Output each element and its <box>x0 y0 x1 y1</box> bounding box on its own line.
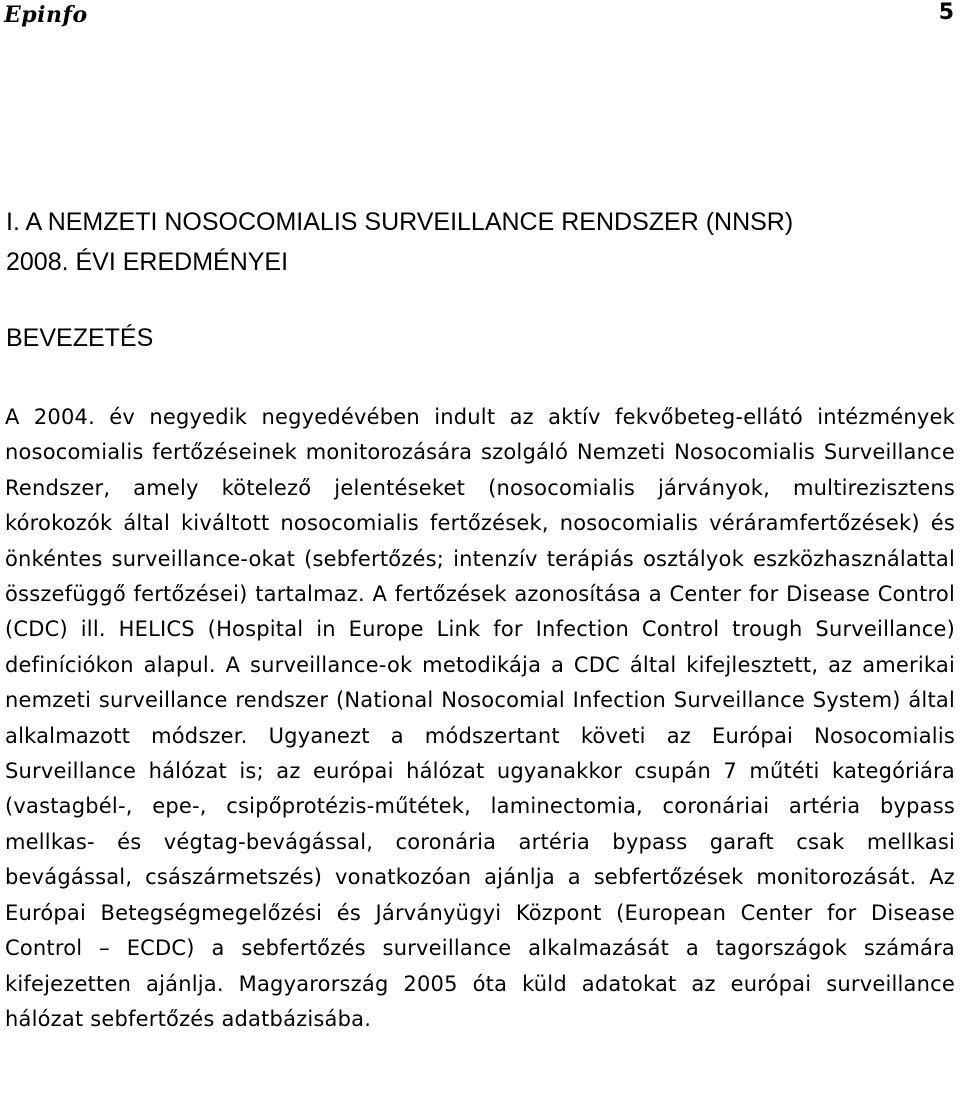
epinfo-logo: Epinfo <box>4 2 88 28</box>
section-title-line1: I. A NEMZETI NOSOCOMIALIS SURVEILLANCE RENDSZER (NNSR) <box>6 208 794 236</box>
section-title <box>6 202 946 282</box>
subsection-title: BEVEZETÉS <box>6 324 154 352</box>
section-title-line2: 2008. ÉVI EREDMÉNYEI <box>6 248 289 276</box>
page-number: 5 <box>938 0 954 25</box>
body-paragraph: A 2004. év negyedik negyedévében indult az aktív fekvőbeteg-ellátó intézmények nosocomialis fertőzéseinek monitorozására szolgáló Nemzeti Nosocomialis Surveillance Rendszer, amely kötelező jelentéseket (nosocomialis járványok, multirezisztens kórokozók által kiváltott nosocomialis fertőzések, nosocomialis véráramfertőzések) és önkéntes surveillance-okat (sebfertőzés; intenzív terápiás osztályok eszközhasználattal összefüggő fertőzései) tartalmaz. A fertőzések azonosítása a Center for Disease Control (CDC) ill. HELICS (Hospital in Europe Link for Infection Control trough Surveillance) definíciókon alapul. A surveillance-ok metodikája a CDC által kifejlesztett, az amerikai nemzeti surveillance rendszer (National Nosocomial Infection Surveillance System) által alkalmazott módszer. Ugyanezt a módszertant követi az Európai Nosocomialis Surveillance hálózat is; az európai hálózat ugyanakkor csupán 7 műtéti kategóriára (vastagbél-, epe-, csipőprotézis-műtétek, laminectomia, coronáriai artéria bypass mellkas- és végtag-bevágással, coronária artéria bypass garaft csak mellkasi bevágással, császármetszés) vonatkozóan ajánlja a sebfertőzések monitorozását. Az Európai Betegségmegelőzési és Járványügyi Központ (European Center for Disease Control – ECDC) a sebfertőzés surveillance alkalmazását a tagországok számára kifejezetten ajánlja. Magyarország 2005 óta küld adatokat az európai surveillance hálózat sebfertőzés adatbázisába. <box>5 405 955 1031</box>
body-paragraph-container <box>5 400 955 1037</box>
page-header <box>0 0 960 34</box>
